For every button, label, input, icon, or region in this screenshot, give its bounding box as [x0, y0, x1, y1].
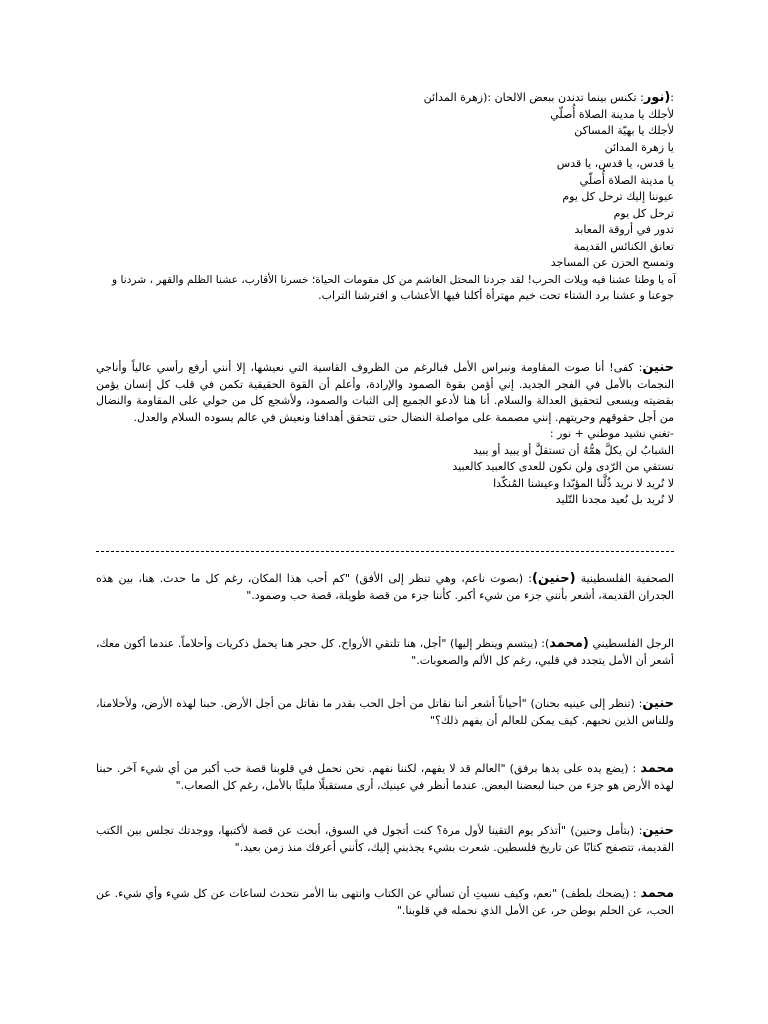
stage-direction: -تغني نشيد موطني + نور :	[549, 427, 674, 440]
dialogue-block: الصحفية الفلسطينية (حنين): (بصوت ناعم، وهي تنظر إلى الأفق) "كم أحب هذا المكان، رغم كل ما حدث. هنا، بين هذه الجدران القديمة، أشعر بأنني جزء من شيء أكبر. كأننا جزء من قصة طويلة، قصة حب وصمود."	[96, 571, 674, 602]
lament-line: جوعنا و عشنا برد الشتاء تحت خيم مهترأة أكلنا فيها الأعشاب و افترشنا التراب.	[318, 289, 674, 302]
poem-line: لأجلك يا بهيّة المساكن	[574, 124, 674, 137]
dialogue-block: حنين: (بتأمل وحنين) "أتذكر يوم التقينا لأول مرة؟ كنت أتجول في السوق، أبحث عن قصة لأكتبها، ووجدتك تجلس بين الكتب القديمة، تتصفح كتابًا عن تاريخ فلسطين. شعرت بشيء يجذبني إليك، كأنني أعرفك منذ زمن بعيد."	[96, 823, 674, 854]
speaker-name: حنين	[642, 360, 674, 375]
section-divider	[96, 551, 674, 552]
speaker-name: (حنين)	[531, 571, 576, 586]
poem-line: وتمسح الحزن عن المساجد	[550, 256, 674, 269]
scene-haneen	[96, 360, 674, 509]
speaker-name: (نور	[643, 90, 671, 105]
anthem-line: الشبابُ لن يكلَّ همُّهُ أن تستقلَّ أو يبيد أو يبيد	[473, 443, 674, 457]
dialogue-block: محمد : (يضع يده على يدها برفق) "العالم قد لا يفهم، لكننا نفهم. نحن نحمل في قلوبنا قصة حب أكبر من أي شيء آخر. حبنا لهذه الأرض هو جزء من حبنا لبعضنا البعض. عندما أنظر في عينيك، أرى مستقبلًا مليئًا بالأمل، رغم كل الصعاب."	[96, 761, 674, 792]
poem-line: يا زهرة المدائن	[604, 140, 674, 154]
haneen-speech: حنين: كفى! أنا صوت المقاومة ونبراس الأمل فبالرغم من الظروف القاسية التي نعيشها، إلا أنني أرفع رأسي عالياً وأناجي النجمات بالأمل في الفجر الجديد. إني أؤمن بقوة الصمود والإرادة، وأعلم أن القوة الحقيقية تكمن في قلب كل إنسان يؤمن بقضيته ويسعى لتحقيق العدالة والسلام. أنا هنا لأدعو الجميع إلى الثبات والصمود، ولأشجع كل من حولي على المقاومة والنضال من أجل حقوقهم وحريتهم. إنني مصممة على مواصلة النضال حتى تتحقق أهدافنا ونعيش في عالم يسوده السلام والعدل.	[96, 360, 674, 424]
dialogue-block: حنين: (تنظر إلى عينيه بحنان) "أحياناً أشعر أننا نقاتل من أجل الحب بقدر ما نقاتل من أجل الأرض. حبنا لهذه الأرض، ولأحلامنا، وللناس الذين نحبهم. كيف يمكن للعالم أن يفهم ذلك؟"	[96, 696, 674, 727]
poem-line: تدور في أروقة المعابد	[574, 223, 674, 236]
poem-line: ترحل كل يوم	[613, 206, 674, 220]
lament-line: آه يا وطنا عشنا فيه ويلات الحرب! لقد جردنا المحتل الغاشم من كل مقومات الحياة؛ خسرنا الأقارب، عشنا الظلم والقهر ، شردنا و	[111, 273, 676, 286]
poem-line: لأجلك يا مدينة الصلاة أُصلّي	[550, 107, 674, 121]
speaker-name: (محمد	[549, 636, 589, 651]
anthem-line: لا نُريد لا نريد ذُلَّنا المؤبّدا وعيشنا المُنكّدا	[493, 476, 674, 490]
scene-noor	[96, 90, 674, 305]
dialogue-block: محمد : (يضحك بلطف) "نعم، وكيف نسيتِ أن تسألي عن الكتاب وانتهى بنا الأمر نتحدث لساعات عن كل شيء وأي شيء. عن الحب، عن الحلم بوطن حر، عن الأمل الذي نحمله في قلوبنا."	[96, 886, 674, 917]
speaker-name: حنين	[642, 696, 674, 711]
speaker-name: حنين	[642, 823, 674, 838]
anthem-line: لا نُريد بل نُعيد مجدنا التّليد	[555, 493, 674, 506]
poem-line: يا مدينة الصلاة أُصلّي	[579, 173, 674, 187]
dialogue-block: الرجل الفلسطيني (محمد): (يبتسم وينظر إليها) "أجل، هنا تلتقي الأرواح. كل حجر هنا يحمل ذكريات وأحلاماً. عندما أكون معك، أشعر أن الأمل يتجدد في قلبي، رغم كل الألم والصعوبات."	[96, 636, 674, 667]
poem-line: يا قدس، يا قدس، يا قدس	[556, 157, 674, 170]
speaker-name: محمد	[640, 761, 674, 776]
poem-line: تعانق الكنائس القديمة	[573, 239, 674, 253]
stage-direction-noor: :(نور: تكنس بينما تدندن ببعض الالحان :(زهرة المدائن	[423, 90, 674, 105]
anthem-line: نستقي من الرّدى ولن نكون للعدى كالعبيد كالعبيد	[452, 460, 674, 473]
speaker-name: محمد	[640, 886, 674, 901]
poem-line: عيوننا إليك ترحل كل يوم	[562, 190, 674, 203]
